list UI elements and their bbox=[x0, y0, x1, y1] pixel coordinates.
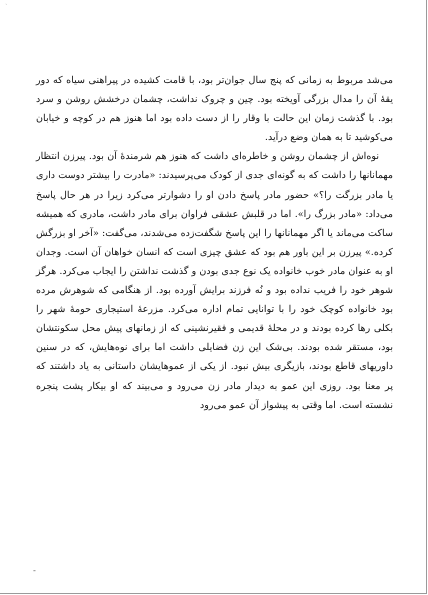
document-body bbox=[36, 71, 393, 415]
corner-mark: ` bbox=[5, 4, 8, 11]
paragraph-1: می‌شد مربوط به زمانی که پنج سال جوان‌تر بود، با قامت کشیده در پیراهنی سیاه که دور یقهٔ آن را مدال بزرگی آویخته بود. چین و چروک نداشت، چشمان درخشش روشن و سرد بود. با گذشت زمان این حالت با وقار را از دست داده بود اما هنوز هم در کوچه و خیابان می‌کوشید تا به همان وضع درآید. bbox=[36, 75, 393, 144]
page-marker: - bbox=[33, 566, 36, 575]
paragraph-2: نوه‌اش از چشمان روشن و خاطره‌ای داشت که هنوز هم شرمندهٔ آن بود. پیرزن انتظار مهمانانها را داشت که به گونه‌ای جدی از کودک می‌پرسیدند: «مادرت را بیشتر دوست داری یا مادر بزرگت را؟» حضور مادر پاسخ دادن او را دشوارتر می‌کرد زیرا در هر حال پاسخ می‌داد: «مادر بزرگ را». اما در قلبش عشقی فراوان برای مادر داشت، مادری که همیشه ساکت می‌ماند یا اگر مهمانانها را این پاسخ شگفت‌زده می‌شدند، می‌گفت: «آخر او بزرگش کرده.» پیرزن بر این باور هم بود که عشق چیزی است که انسان خواهان آن است. وجدان او به عنوان مادر خوب خانواده یک نوع جدی بودن و گذشت نداشتن را ایجاب می‌کرد. هرگز شوهر خود را فریب نداده بود و نُه فرزند برایش آورده بود. از هنگامی که شوهرش مرده بود خانواده کوچک خود را با توانایی تمام اداره می‌کرد. مزرعهٔ استیجاری حومهٔ شهر را بکلی رها کرده بودند و در محلهٔ قدیمی و فقیرنشینی که از زمانهای پیش محل سکونتشان بود، مستقر شده بودند. بی‌شک این زن فضایلی داشت اما برای نوه‌هایش، که در سنین داوریهای قاطع بودند، بازیگری بیش نبود. از یکی از عموهایشان داستانی به یاد داشتند که پر معنا بود. روزی این عمو به دیدار مادر زن می‌رود و می‌بیند که او بیکار پشت پنجره نشسته است. اما وقتی به پیشواز آن عمو می‌رود bbox=[36, 151, 393, 411]
